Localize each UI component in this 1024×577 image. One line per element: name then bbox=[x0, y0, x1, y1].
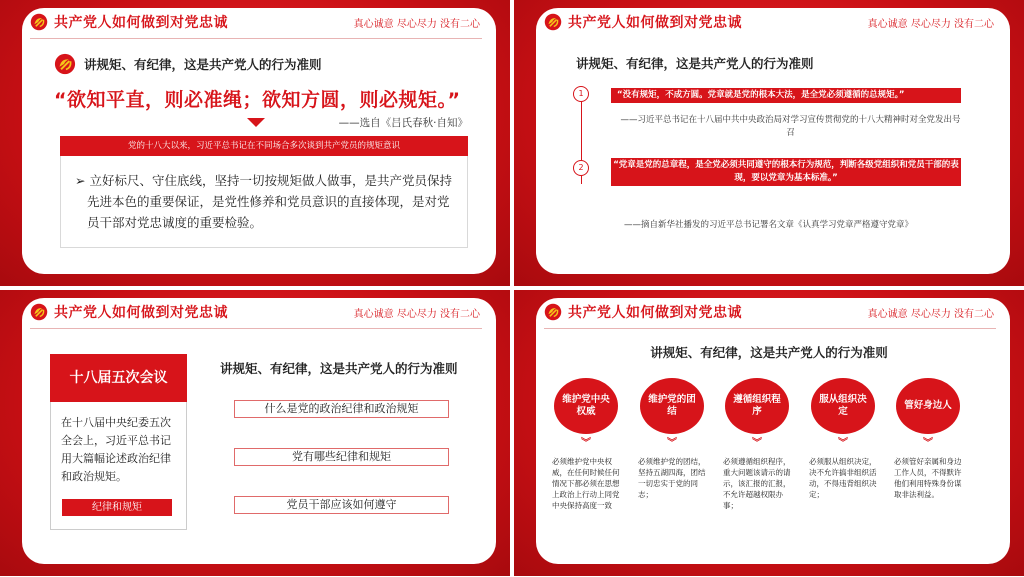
slide-header bbox=[30, 300, 228, 324]
party-emblem-icon bbox=[30, 13, 48, 31]
motto: 真心诚意 尽心尽力 没有二心 bbox=[353, 309, 480, 320]
section-title: 讲规矩、有纪律，这是共产党人的行为准则 bbox=[576, 56, 814, 71]
principle-column bbox=[552, 378, 620, 548]
quote-source: ——选自《吕氏春秋·自知》 bbox=[338, 117, 468, 129]
principle-text: 必须服从组织决定，决不允许搞非组织活动，不得违背组织决定； bbox=[809, 457, 877, 499]
party-emblem-icon bbox=[30, 303, 48, 321]
party-emblem-icon bbox=[54, 53, 76, 75]
slide-title: 共产党人如何做到对党忠诚 bbox=[54, 15, 228, 31]
banner: 党的十八大以来，习近平总书记在不同场合多次谈到共产党员的规矩意识 bbox=[60, 136, 468, 156]
slide-card bbox=[536, 8, 1010, 274]
slide-2[interactable] bbox=[514, 0, 1024, 286]
slide-header bbox=[30, 10, 228, 34]
quote: “欲知平直，则必准绳；欲知方圆，则必规矩。” bbox=[54, 89, 461, 111]
principle-label: 维护党中央权威 bbox=[554, 378, 618, 434]
slide-title: 共产党人如何做到对党忠诚 bbox=[54, 305, 228, 321]
divider bbox=[30, 38, 482, 39]
subtitle-row bbox=[54, 53, 322, 75]
subtitle: 讲规矩、有纪律，这是共产党人的行为准则 bbox=[84, 57, 322, 72]
slide-3[interactable] bbox=[0, 290, 510, 576]
slide-title: 共产党人如何做到对党忠诚 bbox=[568, 305, 742, 321]
quote-2: “党章是党的总章程，是全党必须共同遵守的根本行为规范，判断各级党组织和党员干部的表现，要以党章为基本标准。” bbox=[611, 158, 961, 186]
principle-column bbox=[638, 378, 706, 548]
divider bbox=[30, 328, 482, 329]
slide-title: 共产党人如何做到对党忠诚 bbox=[568, 15, 742, 31]
slide-header bbox=[544, 10, 742, 34]
step-number: 1 bbox=[573, 86, 589, 102]
principle-label: 管好身边人 bbox=[896, 378, 960, 434]
motto: 真心诚意 尽心尽力 没有二心 bbox=[867, 309, 994, 320]
topic-item[interactable]: 党有哪些纪律和规矩 bbox=[234, 448, 449, 466]
motto: 真心诚意 尽心尽力 没有二心 bbox=[867, 19, 994, 30]
principle-column bbox=[809, 378, 877, 548]
chevron-down-icon: ︾ bbox=[667, 438, 677, 449]
content-box bbox=[60, 156, 468, 248]
source-2: ——摘自新华社播发的习近平总书记署名文章《认真学习党章严格遵守党章》 bbox=[624, 220, 914, 230]
chevron-down-icon: ︾ bbox=[752, 438, 762, 449]
principle-column bbox=[894, 378, 962, 548]
chevron-down-icon: ︾ bbox=[838, 438, 848, 449]
principle-text: 必须管好亲属和身边工作人员，不得默许他们利用特殊身份谋取非法利益。 bbox=[894, 457, 962, 499]
party-emblem-icon bbox=[544, 303, 562, 321]
party-emblem-icon bbox=[544, 13, 562, 31]
section-title: 讲规矩、有纪律，这是共产党人的行为准则 bbox=[220, 361, 458, 376]
chevron-down-icon: ︾ bbox=[581, 438, 591, 449]
meeting-tag: 纪律和规矩 bbox=[62, 499, 172, 516]
chevron-down-icon: ︾ bbox=[923, 438, 933, 449]
divider bbox=[544, 328, 996, 329]
slide-4[interactable] bbox=[514, 290, 1024, 576]
topic-item[interactable]: 什么是党的政治纪律和政治规矩 bbox=[234, 400, 449, 418]
body-text: ➢ 立好标尺、守住底线，坚持一切按规矩做人做事，是共产党员保持先进本色的重要保证，是党性修养和党员意识的直接体现，是对党员干部对党忠诚度的重要检验。 bbox=[75, 173, 452, 230]
principle-column bbox=[723, 378, 791, 548]
step-number: 2 bbox=[573, 160, 589, 176]
meeting-title: 十八届五次会议 bbox=[50, 354, 187, 402]
principle-label: 服从组织决定 bbox=[811, 378, 875, 434]
slide-header bbox=[544, 300, 742, 324]
motto: 真心诚意 尽心尽力 没有二心 bbox=[353, 19, 480, 30]
section-title: 讲规矩、有纪律，这是共产党人的行为准则 bbox=[650, 345, 888, 360]
meeting-text: 在十八届中央纪委五次全会上，习近平总书记用大篇幅论述政治纪律和政治规矩。 bbox=[61, 416, 171, 483]
principle-text: 必须维护党中央权威，在任何时候任何情况下都必须在思想上政治上行动上同党中央保持高度一致 bbox=[552, 457, 620, 510]
slide-1[interactable] bbox=[0, 0, 510, 286]
source-1: ——习近平总书记在十八届中共中央政治局对学习宣传贯彻党的十八大精神时对全党发出号召 bbox=[620, 115, 961, 138]
principle-text: 必须遵循组织程序，重大问题该请示的请示，该汇报的汇报，不允许超越权限办事； bbox=[723, 457, 791, 510]
topic-item[interactable]: 党员干部应该如何遵守 bbox=[234, 496, 449, 514]
quote-1: “没有规矩，不成方圆。党章就是党的根本大法，是全党必须遵循的总规矩。” bbox=[611, 88, 961, 103]
triangle-marker-icon bbox=[247, 118, 265, 127]
principle-text: 必须维护党的团结，坚持五湖四海，团结一切忠实于党的同志； bbox=[638, 457, 706, 499]
principle-label: 遵循组织程序 bbox=[725, 378, 789, 434]
principle-label: 维护党的团结 bbox=[640, 378, 704, 434]
